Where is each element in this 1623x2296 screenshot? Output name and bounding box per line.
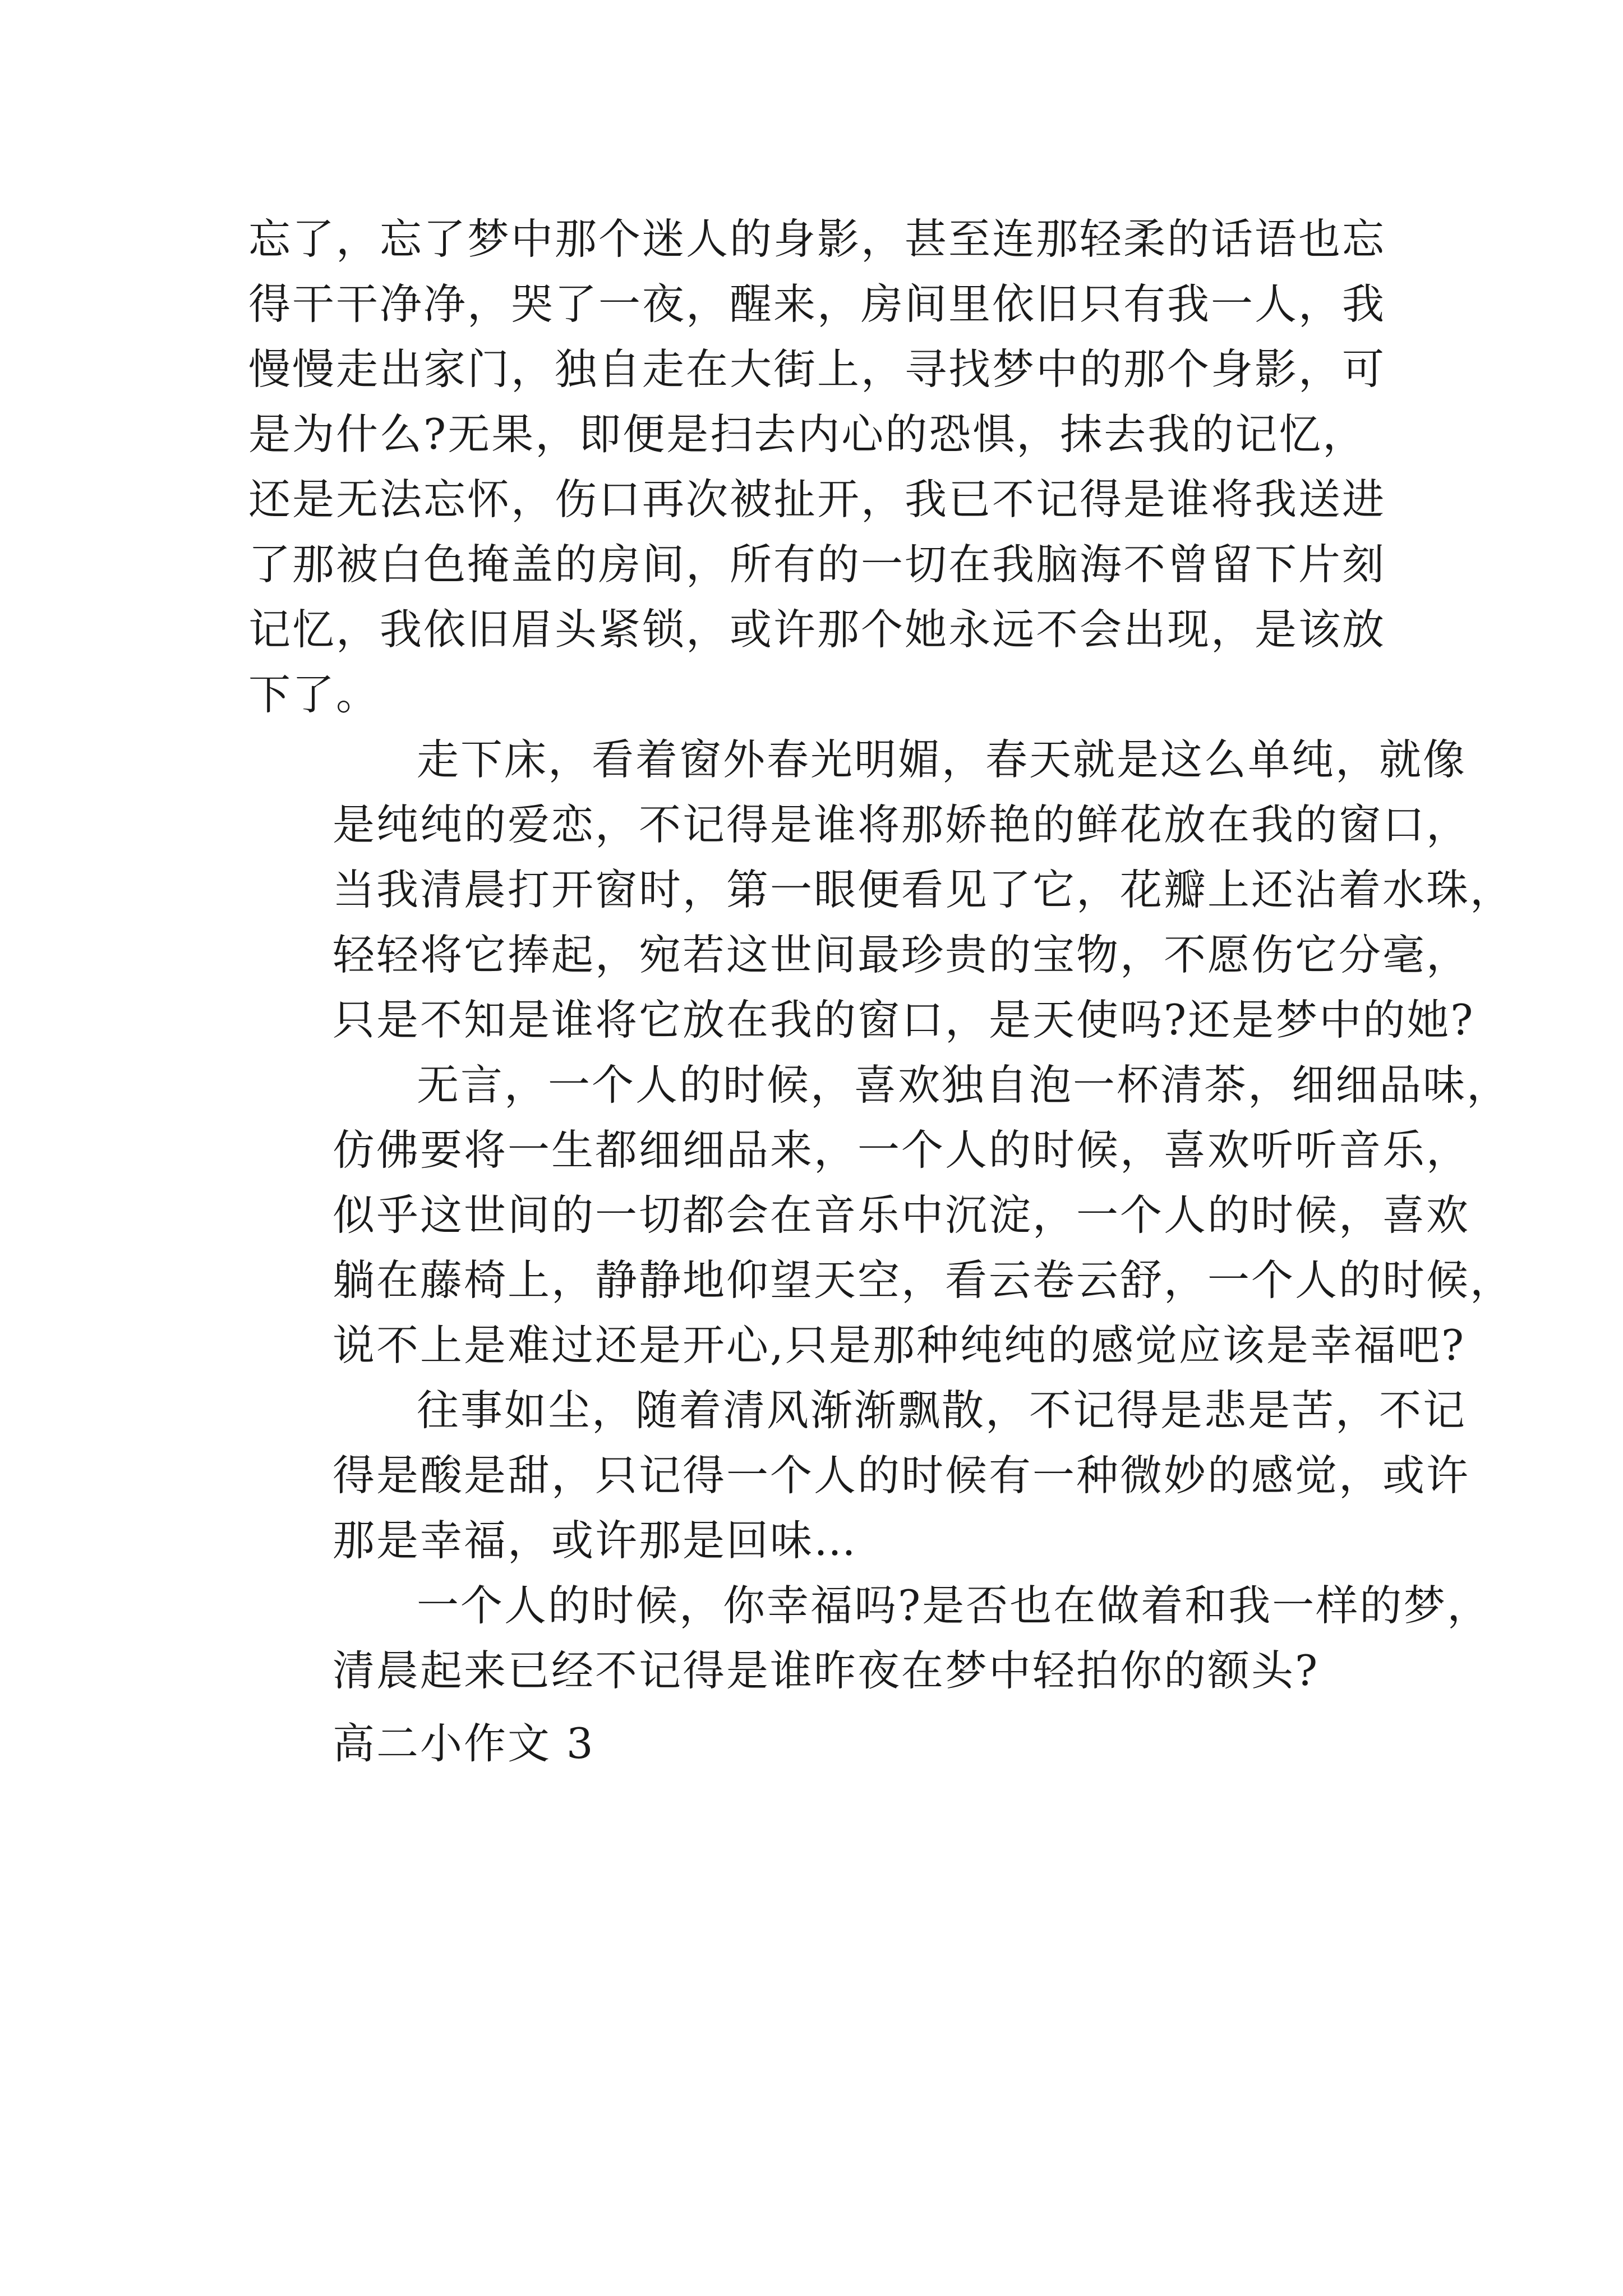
- text-line: 是为什么?无果，即便是扫去内心的恐惧，抹去我的记忆，: [248, 409, 1367, 459]
- text-line: 往事如尘，随着清风渐渐飘散，不记得是悲是苦，不记: [417, 1386, 1467, 1435]
- paragraph: [248, 1573, 1491, 1703]
- text-line: 似乎这世间的一切都会在音乐中沉淀，一个人的时候，喜欢: [333, 1190, 1470, 1240]
- text-line: 得干干净净，哭了一夜，醒来，房间里依旧只有我一人，我: [248, 279, 1386, 329]
- text-line: 了那被白色掩盖的房间，所有的一切在我脑海不曾留下片刻: [248, 540, 1386, 589]
- text-line: 还是无法忘怀，伤口再次被扯开，我已不记得是谁将我送进: [248, 475, 1386, 524]
- text-line: 清晨起来已经不记得是谁昨夜在梦中轻拍你的额头?: [333, 1646, 1320, 1695]
- text-line: 下了。: [248, 670, 380, 719]
- essay-body: [248, 206, 1514, 1776]
- text-line: 走下床，看着窗外春光明媚，春天就是这么单纯，就像: [417, 735, 1467, 784]
- text-line: 得是酸是甜，只记得一个人的时候有一种微妙的感觉，或许: [333, 1451, 1470, 1500]
- text-line: 轻轻将它捧起，宛若这世间最珍贵的宝物，不愿伤它分毫，: [333, 930, 1470, 979]
- paragraph: [248, 206, 1387, 727]
- text-line: 躺在藤椅上，静静地仰望天空，看云卷云舒，一个人的时候，: [333, 1255, 1514, 1305]
- paragraph: [248, 727, 1514, 1052]
- text-line: 慢慢走出家门，独自走在大街上，寻找梦中的那个身影，可: [248, 344, 1386, 394]
- text-line: 只是不知是谁将它放在我的窗口，是天使吗?还是梦中的她?: [333, 995, 1475, 1045]
- paragraph: [248, 1052, 1514, 1378]
- paragraph: [248, 1378, 1470, 1573]
- text-line: 记忆，我依旧眉头紧锁，或许那个她永远不会出现，是该放: [248, 605, 1386, 654]
- text-line: 忘了，忘了梦中那个迷人的身影，甚至连那轻柔的话语也忘: [248, 214, 1386, 264]
- text-line: 无言，一个人的时候，喜欢独自泡一杯清茶，细细品味，: [417, 1060, 1511, 1110]
- text-line: 那是幸福，或许那是回味…: [333, 1516, 858, 1565]
- text-line: 一个人的时候，你幸福吗?是否也在做着和我一样的梦，: [417, 1581, 1491, 1630]
- section-heading: 高二小作文 3: [333, 1719, 595, 1768]
- text-line: 说不上是难过还是开心,只是那种纯纯的感觉应该是幸福吧?: [333, 1320, 1466, 1370]
- text-line: 当我清晨打开窗时，第一眼便看见了它，花瓣上还沾着水珠，: [333, 865, 1514, 914]
- text-line: 是纯纯的爱恋，不记得是谁将那娇艳的鲜花放在我的窗口，: [333, 800, 1470, 849]
- text-line: 仿佛要将一生都细细品来，一个人的时候，喜欢听听音乐，: [333, 1125, 1470, 1175]
